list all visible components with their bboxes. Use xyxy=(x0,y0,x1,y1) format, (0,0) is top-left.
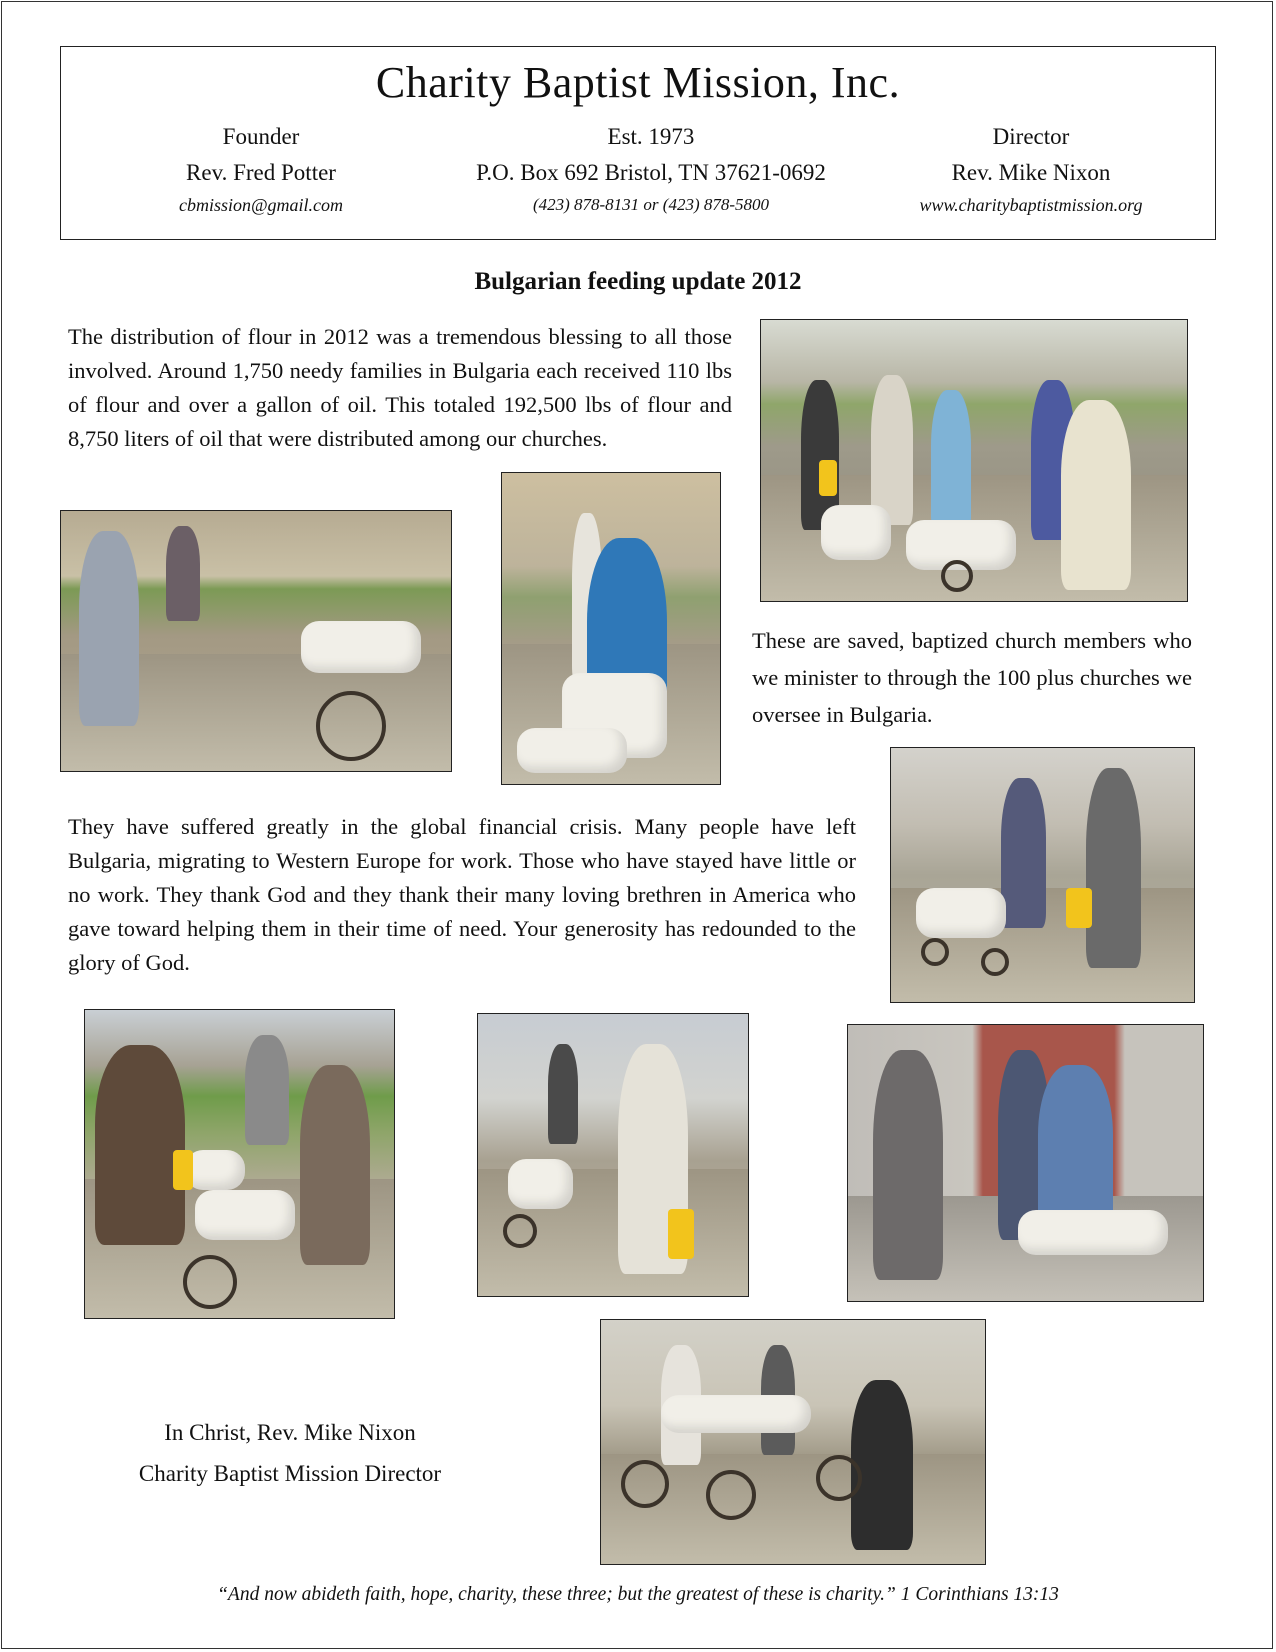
postal-address: P.O. Box 692 Bristol, TN 37621-0692 xyxy=(476,160,826,185)
photo-man-pulling-wagon xyxy=(600,1319,986,1565)
founder-name: Rev. Fred Potter xyxy=(186,160,336,185)
director-role: Director xyxy=(992,124,1070,149)
intro-paragraph: The distribution of flour in 2012 was a tremendous blessing to all those involved. Around 1,750 needy families in Bulgaria each received 110 lbs of flour and over a gallon of oil. This totaled 192,500 lbs of flour and 8,750 liters of oil that were distributed among our churches. xyxy=(68,324,732,451)
website: www.charitybaptistmission.org xyxy=(919,195,1143,215)
crisis-paragraph: They have suffered greatly in the global financial crisis. Many people have left Bulgaria, migrating to Western Europe for work. Those who have stayed have little or no work. They thank God and they thank their many loving brethren in America who gave toward helping them in their time of need. Your generosity has redounded to the glory of God. xyxy=(68,814,856,975)
signature-line-2: Charity Baptist Mission Director xyxy=(138,1461,442,1486)
director-name: Rev. Mike Nixon xyxy=(951,160,1111,185)
phone-numbers: (423) 878-8131 or (423) 878-5800 xyxy=(532,195,770,214)
email-address: cbmission@gmail.com xyxy=(178,195,344,215)
photo-woman-pulling-cart xyxy=(60,510,452,772)
photo-group-with-carts xyxy=(760,319,1188,602)
director-block xyxy=(881,119,1181,219)
organization-title: Charity Baptist Mission, Inc. xyxy=(375,58,901,107)
bible-verse: “And now abideth faith, hope, charity, these three; but the greatest of these is charity.” 1 Corinthians 13:13 xyxy=(217,1584,1059,1605)
photo-women-pushing-cart xyxy=(890,747,1195,1003)
signature-line-1: In Christ, Rev. Mike Nixon xyxy=(164,1420,416,1445)
founder-role: Founder xyxy=(222,124,300,149)
members-paragraph: These are saved, baptized church members who we minister to through the 100 plus churches we oversee in Bulgaria. xyxy=(752,628,1192,727)
address-block xyxy=(461,119,841,219)
photo-woman-wheelbarrow xyxy=(501,472,721,785)
established-year: Est. 1973 xyxy=(607,124,695,149)
photo-woman-with-oil-bottle xyxy=(477,1013,749,1297)
page-headline: Bulgarian feeding update 2012 xyxy=(474,268,802,295)
founder-block xyxy=(151,119,371,219)
photo-man-wheelbarrow xyxy=(84,1009,395,1319)
signature-block xyxy=(110,1412,470,1494)
letterhead xyxy=(60,46,1216,240)
photo-elderly-man-with-cane xyxy=(847,1024,1204,1302)
